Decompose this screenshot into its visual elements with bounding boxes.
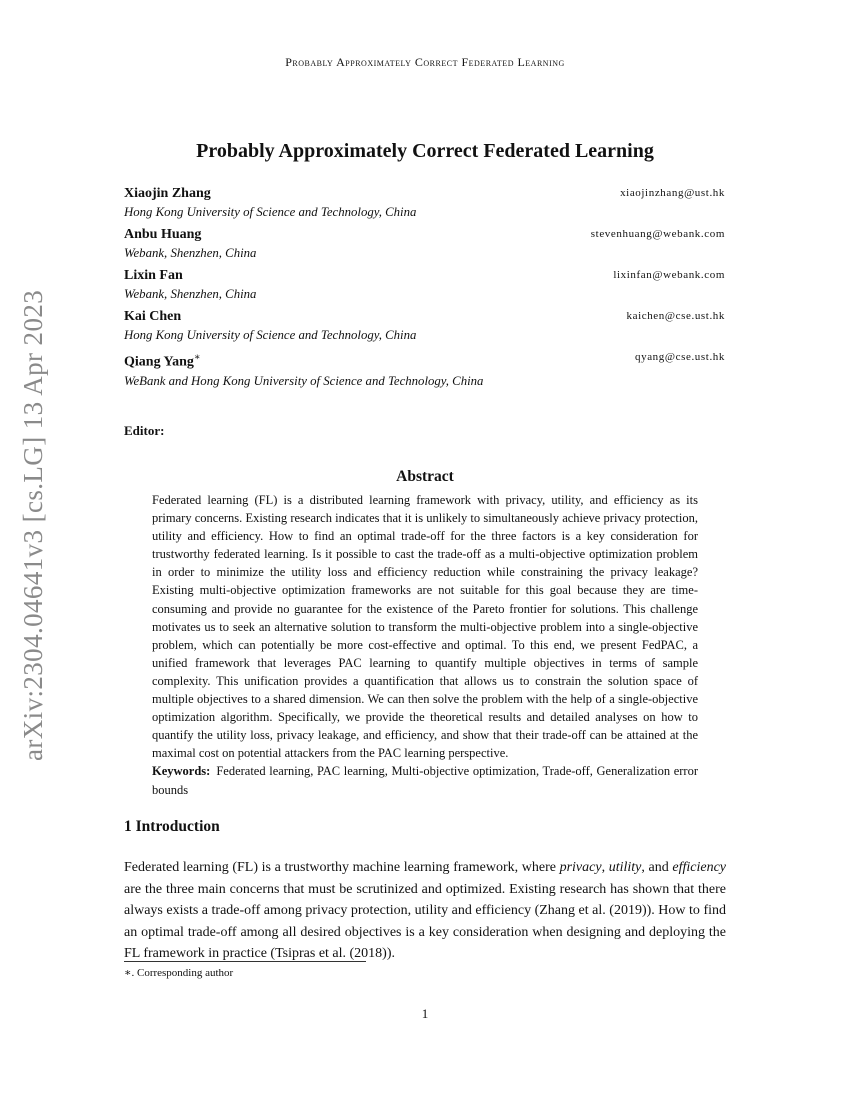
author-name: Anbu Huang <box>124 227 202 242</box>
author-affiliation: Webank, Shenzhen, China <box>124 287 257 301</box>
author-block <box>124 307 725 348</box>
editor-label: Editor: <box>124 423 165 438</box>
author-email[interactable]: xiaojinzhang@ust.hk <box>620 187 725 199</box>
running-header: Probably Approximately Correct Federated Learning <box>285 55 565 69</box>
footnote-rule <box>124 961 366 962</box>
author-name: Xiaojin Zhang <box>124 186 211 201</box>
author-block <box>124 184 725 225</box>
section-heading: 1 Introduction <box>124 818 220 835</box>
author-name: Kai Chen <box>124 309 182 324</box>
abstract-text: Federated learning (FL) is a distributed learning framework with privacy, utility, and efficiency as its primary concerns. Existing research indicates that it is unlikely to simultaneously achieve privacy protection, utility and efficiency. How to find an optimal trade-off for the three factors is a key consideration for trustworthy federated learning. Is it possible to cast the trade-off as a multi-objective optimization problem in order to minimize the utility loss and efficiency reduction while constraining the privacy leakage? Existing multi-objective optimization frameworks are not suitable for this goal because they are time-consuming and provide no guarantee for the existence of the Pareto frontier for solutions. This challenge motivates us to seek an alternative solution to transform the multi-objective problem into a single-objective problem, which can potentially be more cost-effective and optimal. To this end, we present FedPAC, a unified framework that leverages PAC learning to quantify multiple objectives in terms of sample complexity. This unification provides a quantification that allows us to constrain the solution space of multiple objectives to a shared dimension. We can then solve the problem with the help of a single-objective optimization algorithm. Specifically, we provide the theoretical results and detailed analyses on how to quantify the utility loss, privacy leakage, and efficiency, and show that their trade-off can be attained at the maximal cost on potential attackers from the PAC learning perspective. <box>152 493 698 761</box>
author-block <box>124 225 725 266</box>
author-email[interactable]: stevenhuang@webank.com <box>590 228 725 240</box>
author-affiliation: Hong Kong University of Science and Technology, China <box>124 328 417 342</box>
author-name: Qiang Yang∗ <box>124 352 201 370</box>
author-email[interactable]: lixinfan@webank.com <box>613 269 725 281</box>
footnote: ∗. Corresponding author <box>124 967 234 979</box>
author-block <box>124 266 725 307</box>
author-affiliation: Webank, Shenzhen, China <box>124 246 257 260</box>
keywords-label: Keywords: <box>152 764 211 779</box>
author-list <box>124 184 725 389</box>
author-affiliation: WeBank and Hong Kong University of Science and Technology, China <box>124 373 484 388</box>
abstract-body <box>152 491 698 799</box>
keywords-text: Federated learning, PAC learning, Multi-objective optimization, Trade-off, Generalization error bounds <box>152 764 698 797</box>
arxiv-stamp: arXiv:2304.04641v3 [cs.LG] 13 Apr 2023 <box>18 290 48 762</box>
introduction-paragraph: Federated learning (FL) is a trustworthy machine learning framework, where privacy, utility, and efficiency are the three main concerns that must be scrutinized and optimized. Existing research has shown that there always exists a trade-off among privacy protection, utility and efficiency (Zhang et al. (2019)). How to find an optimal trade-off among all desired objectives is a key consideration when designing and deploying the FL framework in practice (Tsipras et al. (2018)). <box>124 860 727 961</box>
author-affiliation: Hong Kong University of Science and Technology, China <box>124 205 417 219</box>
author-block <box>124 348 725 389</box>
author-email[interactable]: qyang@cse.ust.hk <box>635 351 725 363</box>
author-email[interactable]: kaichen@cse.ust.hk <box>626 310 725 322</box>
abstract-heading: Abstract <box>396 468 454 485</box>
keywords <box>152 762 698 798</box>
paper-title: Probably Approximately Correct Federated Learning <box>196 140 654 162</box>
author-name: Lixin Fan <box>124 268 183 283</box>
corresponding-marker: ∗ <box>193 352 201 363</box>
page-number: 1 <box>421 1006 429 1021</box>
